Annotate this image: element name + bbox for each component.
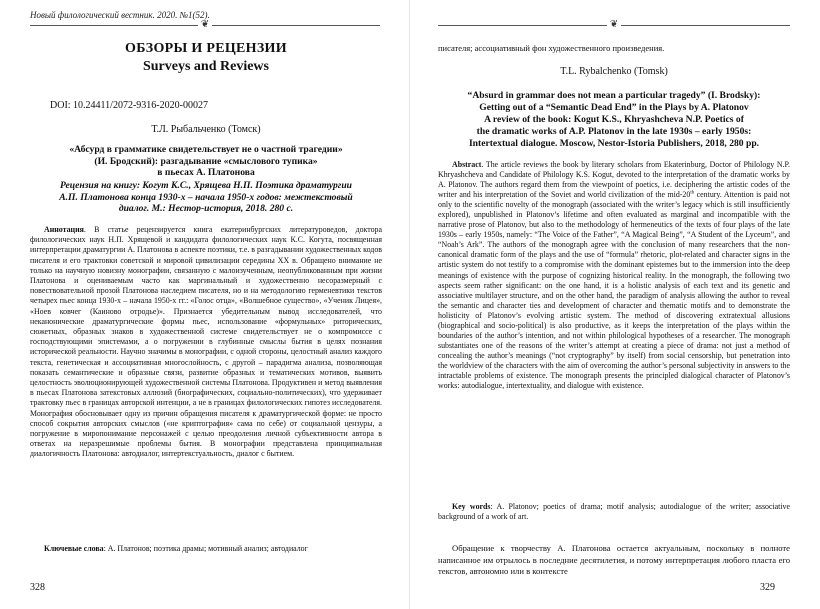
- title-line: «Абсурд в грамматике свидетельствует не о частной трагедии»: [69, 144, 343, 155]
- abstract-ru: [30, 225, 382, 460]
- running-head: Новый филологический вестник. 2020. №1(52).: [30, 10, 210, 20]
- review-line: диалог. М.: Нестор-история, 2018. 280 с.: [118, 203, 294, 214]
- body-paragraph: Обращение к творчеству А. Платонова остается актуальным, поскольку в полноте написанное им отрылось в последние десятилетия, и потому интерпретация любого пласта его текстов, автономно или в контексте: [438, 543, 790, 576]
- title-line: Intertextual dialogue. Moscow, Nestor-Istoria Publishers, 2018, 280 pp.: [468, 137, 760, 149]
- review-line: А.П. Платонова конца 1930-х – начала 1950-х годов: межтекстовый: [59, 191, 353, 203]
- abstract-label-en: Abstract: [452, 160, 482, 169]
- review-citation-ru: [30, 180, 382, 215]
- page-number-left: 328: [30, 582, 45, 593]
- keywords-continuation: писателя; ассоциативный фон художественного произведения.: [438, 43, 665, 53]
- keywords-en: [438, 502, 790, 522]
- article-title-en: [438, 90, 790, 150]
- keywords-text-en: : A. Platonov; poetics of drama; motif analysis; autodialogue of the writer; associative background of a work of art.: [438, 502, 790, 522]
- book-spine: [409, 0, 410, 609]
- keywords-ru: [30, 544, 382, 554]
- keywords-text-ru: : А. Платонов; поэтика драмы; мотивный анализ; автодиалог: [103, 544, 308, 553]
- abstract-text-en-2: century. Attention is paid not only to the scientific novelty of the monograph (associated with the writer’s legacy which is still insufficiently explored), unpublished in Platonov’s lifetime and often evaluated as marginal and incompatible with the narrative prose of Platonov, but also to the methodology of hermeneutics of the texts of four plays of the late 1930s – early 1950s, namely: “The Voice of the Father”, “A Magical Being”, “A Student of the Lyceum”, and “Noah’s Ark”. The authors of the monograph agree with the conclusion of many researchers that the non-canonical dramatic form of the plays and the use of “formula” rhetoric, plot-related and character signs in the artistic system do not testify to a compromise with the dominant epistemes but to the immersion into the deep meanings of existence with the purpose of cognizing historical reality. In the monograph, the following two aspects seem rather significant: on the one hand, it is a holistic analysis of each text and its genetic and associative multilayer structure, and on the other hand, the paradigm of analysis allowing the author to reveal the semantic and character ties and development of character and thematic motifs and to demonstrate the holisticity of Platonov’s evolving artistic system. The method of discovering extratextual allusions (biographical and socio-political) is also productive, as it keeps the interpretation of the plays within the boundaries of the author’s intention, and not within philological hypotheses of a researcher. The monograph substantiates one of the reasons of the writer’s attempt at creating a piece of drama: not just a method of concealing the author’s meanings (“not cryptography” by itself) from social censorship, but penetration into the worldview of the characters with the aim of overcoming the author’s personal subjectivity in answers to the intractable problems of existence. The monograph presents the principled dialogical character of Platonov’s works: autodialogue, intertextuality, and dialogue with existence.: [438, 190, 790, 391]
- title-line: “Absurd in grammar does not mean a particular tragedy” (I. Brodsky):: [467, 90, 761, 101]
- flourish-icon: ❦: [200, 19, 210, 30]
- title-line: the dramatic works of A.P. Platonov in the late 1930s – early 1950s:: [476, 125, 752, 137]
- review-line: Рецензия на книгу: Когут К.С., Хрящева Н.П. Поэтика драматургии: [59, 180, 352, 191]
- header-ornament-left: [30, 20, 380, 30]
- abstract-superscript: th: [690, 190, 695, 196]
- title-line: Getting out of a “Semantic Dead End” in the Plays by A. Platonov: [479, 101, 749, 113]
- section-title: ОБЗОРЫ И РЕЦЕНЗИИ: [125, 41, 287, 56]
- section-subtitle: Surveys and Reviews: [142, 59, 269, 74]
- author-en: T.L. Rybalchenko (Tomsk): [560, 66, 668, 77]
- flourish-icon: ❦: [609, 19, 619, 30]
- article-title-ru: [30, 144, 382, 179]
- author-ru: Т.Л. Рыбальченко (Томск): [151, 124, 261, 135]
- abstract-text-ru: . В статье рецензируется книга екатеринбургских литературоведов, доктора филологических наук Н.П. Хрящевой и кандидата филологических наук К.С. Когута, посвященная интерпретации драматургии А. Платонова в аспекте поэтики, т.е. в разгадывании художественных кодов писателя и его трактовки советской и мировой цивилизации середины XX в. Обращено внимание не только на научную новизну монографии, связанную с малоизученным, неопубликованным при жизни Платонова и оцениваемым часто как маргинальный и художественно несоразмерный с повествовательной прозой Платонова наследием писателя, но и на методологию герменевтики текстов четырех пьес конца 1930-х – начала 1950-х гг.: «Голос отца», «Волшебное существо», «Ученик Лицея», «Ноев ковчег (Каиново отродье)». Признается убедительным вывод исследователей, что неканонические драматургические формы пьес, использование «формульных» риторических, сюжетных, образных знаков в художественной системе свидетельствует не о компромиссе с господствующими эпистемами, а о погружении в глубинные смыслы бытия в целях познания исторической реальности. Научно значимы в монографии, с одной стороны, целостный анализ каждого текста, генетическая и ассоциативная многослойность, с другой – парадигма анализа, позволяющая показать семантические и образные связи, развитие образных и тематических мотивов, выявить целостность эволюционирующей художественной системы Платонова. Продуктивен и метод выявления в пьесах Платонова затекстовых аллюзий (биографических, социально-политических), что удерживает трактовку пьес в границах авторской интенции, а не в границах филологических гипотез исследователя. Монография обосновывает одну из причин обращения писателя к драматургической форме: не просто способ сокрытия авторских смыслов («не криптография» сама по себе) от социальной цензуры, а погружение в миропонимание персонажей с целью преодоления личной субъективности автора в ответах на неразрешимые проблемы бытия. В монографии представлена принципиальная диалогичность Платонова: автодиалог, интертекстуальность, диалог с бытием.: [30, 225, 382, 459]
- abstract-text-en-1: . The article reviews the book by literary scholars from Ekaterinburg, Doctor of Philology N.P. Khryashcheva and Candidate of Philology K.S. Kogut, devoted to the interpretation of the dramatic works by A. Platonov. The authors regard them from the viewpoint of poetics, i.e. deciphering the artistic codes of the writer and his interpretation of the Soviet and world civilization of the mid-20: [438, 160, 790, 200]
- keywords-label-en: Key words: [452, 502, 491, 511]
- header-ornament-right: [438, 20, 790, 30]
- title-line: в пьесах А. Платонова: [157, 167, 255, 178]
- title-line: A review of the book: Kogut K.S., Khryashcheva N.P. Poetics of: [484, 113, 744, 125]
- page-number-right: 329: [760, 582, 775, 593]
- title-line: (И. Бродский): разгадывание «смыслового тупика»: [94, 155, 318, 167]
- doi: DOI: 10.24411/2072-9316-2020-00027: [50, 100, 208, 111]
- abstract-en: [438, 160, 790, 391]
- keywords-label-ru: Ключевые слова: [44, 544, 104, 553]
- abstract-label-ru: Аннотация: [44, 225, 84, 234]
